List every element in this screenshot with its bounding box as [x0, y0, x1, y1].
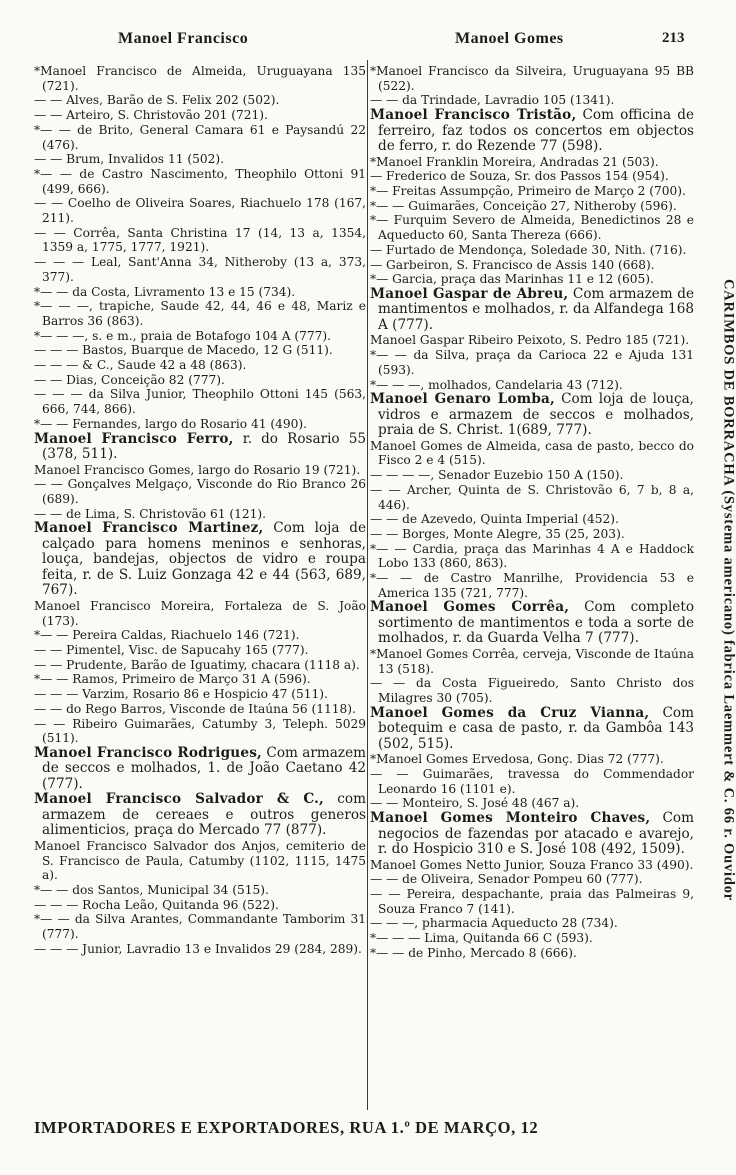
entry-text: *— — Cardia, praça das Marinhas 4 A e Haddock Lobo 133 (860, 863).	[370, 541, 694, 571]
entry-text: — — —, pharmacia Aqueducto 28 (734).	[370, 916, 618, 931]
directory-entry	[34, 343, 366, 358]
directory-entry	[34, 123, 366, 152]
directory-entry	[34, 285, 366, 300]
directory-entry	[370, 887, 694, 916]
entry-text: — — — Varzim, Rosario 86 e Hospicio 47 (511).	[34, 687, 328, 702]
entry-text: *— — de Brito, General Camara 61 e Paysandú 22 (476).	[34, 122, 366, 152]
directory-entry	[34, 702, 366, 717]
directory-entry	[34, 839, 366, 883]
entry-text: *— Freitas Assumpção, Primeiro de Março 2 (700).	[370, 184, 686, 199]
entry-text: — — de Azevedo, Quinta Imperial (452).	[370, 512, 619, 527]
side-banner-text: CARIMBOS DE BORRACHA (Systema americano) fabrica Laemmert & C. 66 r. Ouvidor	[720, 278, 736, 902]
entry-text: *— — —, s. e m., praia de Botafogo 104 A (777).	[34, 328, 332, 343]
directory-entry	[34, 152, 366, 167]
entry-text: — — Borges, Monte Alegre, 35 (25, 203).	[370, 526, 625, 541]
entry-text: — — — Rocha Leão, Quitanda 96 (522).	[34, 897, 279, 912]
entry-name: Manoel Francisco Tristão,	[370, 107, 577, 124]
entry-text: *— — Fernandes, largo do Rosario 41 (490).	[34, 416, 308, 431]
entry-text: *— — Pereira Caldas, Riachuelo 146 (721).	[34, 628, 300, 643]
entry-text: — — — —, Senador Euzebio 150 A (150).	[370, 468, 624, 483]
entry-text: — — da Trindade, Lavradio 105 (1341).	[370, 93, 615, 108]
directory-entry	[370, 468, 694, 483]
entry-text: — — de Lima, S. Christovão 61 (121).	[34, 506, 267, 521]
entry-text: Com botequim e casa de pasto, r. da Gambôa 143 (502, 515).	[378, 704, 694, 752]
directory-entry	[370, 243, 694, 258]
entry-name: Manoel Genaro Lomba,	[370, 391, 555, 408]
entry-name: Manoel Gomes Monteiro Chaves,	[370, 810, 651, 827]
entry-text: *— — da Silva, praça da Carioca 22 e Ajuda 131 (593).	[370, 348, 694, 377]
directory-entry	[34, 898, 366, 913]
directory-entry	[34, 432, 366, 463]
directory-entry	[370, 378, 694, 393]
directory-entry	[370, 155, 694, 170]
directory-entry	[370, 108, 694, 155]
directory-entry	[34, 672, 366, 687]
entry-text: — — — & C., Saude 42 a 48 (863).	[34, 358, 247, 373]
directory-entry	[34, 64, 366, 93]
entry-text: — — Gonçalves Melgaço, Visconde do Rio Branco 26 (689).	[34, 477, 366, 506]
directory-entry	[34, 373, 366, 388]
entry-name: Manoel Francisco Ferro,	[34, 430, 234, 447]
entry-text: *— — da Silva Arantes, Commandante Tamborim 31 (777).	[34, 912, 366, 942]
directory-entry	[370, 811, 694, 858]
entry-name: Manoel Francisco Rodrigues,	[34, 744, 262, 761]
directory-entry	[370, 184, 694, 199]
entry-text: — Garbeiron, S. Francisco de Assis 140 (668).	[370, 257, 655, 272]
directory-entry	[370, 796, 694, 811]
directory-entry	[370, 858, 694, 873]
directory-entry	[370, 527, 694, 542]
entry-text: *— — —, molhados, Candelaria 43 (712).	[370, 377, 623, 392]
entry-text: *— — — Lima, Quitanda 66 C (593).	[370, 931, 593, 946]
running-head-center: Manoel Gomes	[455, 30, 564, 47]
entry-text: — — da Costa Figueiredo, Santo Christo dos Milagres 30 (705).	[370, 676, 694, 706]
directory-entry	[34, 521, 366, 599]
footer-banner: IMPORTADORES E EXPORTADORES, RUA 1.º DE MARÇO, 12	[34, 1118, 539, 1137]
entry-text: *Manoel Gomes Ervedosa, Gonç. Dias 72 (777).	[370, 752, 664, 767]
entry-text: — — Alves, Barão de S. Felix 202 (502).	[34, 93, 280, 108]
directory-entry	[370, 767, 694, 796]
entry-text: *— — Guimarães, Conceição 27, Nitheroby (596).	[370, 198, 677, 213]
entry-text: — Furtado de Mendonça, Soledade 30, Nith. (716).	[370, 242, 687, 257]
directory-entry	[370, 706, 694, 753]
entry-text: *Manoel Gomes Corrêa, cerveja, Visconde de Itaúna 13 (518).	[370, 646, 694, 676]
entry-text: — — Coelho de Oliveira Soares, Riachuelo 178 (167, 211).	[34, 196, 366, 226]
entry-name: Manoel Gaspar de Abreu,	[370, 285, 569, 302]
directory-entry	[370, 931, 694, 946]
entry-text: *— — de Castro Manrilhe, Providencia 53 e America 135 (721, 777).	[370, 571, 694, 600]
directory-entry	[34, 108, 366, 123]
entry-text: r. do Rosario 55 (378, 511).	[42, 430, 366, 463]
directory-entry	[34, 477, 366, 506]
directory-entry	[370, 64, 694, 93]
directory-entry	[34, 792, 366, 839]
left-column	[34, 64, 366, 1109]
entry-text: *— — da Costa, Livramento 13 e 15 (734).	[34, 284, 296, 299]
entry-text: — — Corrêa, Santa Christina 17 (14, 13 a, 1354, 1359 a, 1775, 1777, 1921).	[34, 225, 366, 255]
directory-entry	[370, 600, 694, 647]
entry-text: — — — Leal, Sant'Anna 34, Nitheroby (13 a, 373, 377).	[34, 255, 366, 284]
directory-entry	[34, 717, 366, 746]
entry-text: Manoel Gomes Netto Junior, Souza Franco 33 (490).	[370, 857, 694, 872]
entry-text: — — de Oliveira, Senador Pompeu 60 (777).	[370, 872, 643, 887]
directory-entry	[34, 417, 366, 432]
running-head-left: Manoel Francisco	[118, 30, 249, 47]
entry-text: *— — —, trapiche, Saude 42, 44, 46 e 48, Mariz e Barros 36 (863).	[34, 299, 366, 328]
entry-text: — — Dias, Conceição 82 (777).	[34, 372, 225, 387]
entry-text: Com armazem de mantimentos e molhados, r. da Alfandega 168 A (777).	[378, 285, 694, 333]
directory-entry	[34, 883, 366, 898]
entry-text: *— — dos Santos, Municipal 34 (515).	[34, 883, 269, 898]
directory-entry	[34, 93, 366, 108]
entry-text: Com loja de calçado para homens meninos e senhoras, louça, bandejas, objectos de vidro e roupa feita, r. de S. Luiz Gonzaga 42 e 44 (563, 689, 767).	[42, 520, 366, 599]
entry-text: — — — Bastos, Buarque de Macedo, 12 G (511).	[34, 343, 333, 358]
directory-entry	[34, 299, 366, 328]
entry-text: — — Archer, Quinta de S. Christovão 6, 7 b, 8 a, 446).	[370, 482, 694, 512]
directory-entry	[34, 643, 366, 658]
entry-text: com armazem de cereaes e outros generos alimenticios, praça do Mercado 77 (877).	[42, 791, 366, 839]
column-divider	[367, 60, 368, 1110]
directory-entry	[370, 333, 694, 348]
directory-entry	[34, 358, 366, 373]
directory-entry	[34, 746, 366, 793]
entry-text: *— — Ramos, Primeiro de Março 31 A (596).	[34, 672, 311, 687]
entry-text: — — do Rego Barros, Visconde de Itaúna 56 (1118).	[34, 701, 356, 716]
directory-entry	[370, 872, 694, 887]
directory-entry	[370, 571, 694, 600]
entry-name: Manoel Gomes da Cruz Vianna,	[370, 704, 650, 721]
entry-text: Com completo sortimento de mantimentos e toda a sorte de molhados, r. da Guarda Velha 7 (777).	[378, 599, 694, 647]
directory-entry	[370, 483, 694, 512]
entry-text: — — Brum, Invalidos 11 (502).	[34, 152, 224, 167]
directory-entry	[370, 946, 694, 961]
entry-text: *— — de Castro Nascimento, Theophilo Ottoni 91 (499, 666).	[34, 166, 366, 196]
directory-entry	[370, 392, 694, 439]
side-banner	[718, 60, 736, 1120]
entry-text: Com loja de louça, vidros e armazem de seccos e molhados, praia de S. Christ. 1(689, 777).	[378, 391, 694, 439]
directory-entry	[34, 196, 366, 225]
directory-entry	[370, 752, 694, 767]
directory-entry	[370, 916, 694, 931]
directory-entry	[370, 258, 694, 273]
directory-entry	[34, 687, 366, 702]
entry-text: *Manoel Franklin Moreira, Andradas 21 (503).	[370, 154, 659, 169]
entry-text: — — Arteiro, S. Christovão 201 (721).	[34, 108, 268, 123]
entry-text: *— — de Pinho, Mercado 8 (666).	[370, 945, 577, 960]
entry-text: Manoel Gomes de Almeida, casa de pasto, becco do Fisco 2 e 4 (515).	[370, 438, 694, 468]
directory-entry	[370, 287, 694, 334]
entry-name: Manoel Gomes Corrêa,	[370, 599, 570, 616]
entry-text: Manoel Francisco Salvador dos Anjos, cemiterio de S. Francisco de Paula, Catumby (1102, 1115, 1475 a).	[34, 838, 366, 883]
directory-entry	[370, 647, 694, 676]
page-number: 213	[662, 30, 685, 46]
directory-entry	[34, 628, 366, 643]
entry-name: Manoel Francisco Salvador & C.,	[34, 791, 324, 808]
directory-entry	[34, 463, 366, 478]
entry-text: *— Garcia, praça das Marinhas 11 e 12 (605).	[370, 272, 654, 287]
directory-entry	[34, 942, 366, 957]
directory-entry	[370, 199, 694, 214]
entry-text: — — Prudente, Barão de Iguatimy, chacara (1118 a).	[34, 657, 360, 672]
directory-entry	[370, 272, 694, 287]
entry-text: Manoel Gaspar Ribeiro Peixoto, S. Pedro 185 (721).	[370, 333, 690, 348]
directory-entry	[34, 507, 366, 522]
directory-entry	[370, 348, 694, 377]
entry-text: *— Furquim Severo de Almeida, Benedictinos 28 e Aqueducto 60, Santa Thereza (666).	[370, 213, 694, 243]
entry-text: — Frederico de Souza, Sr. dos Passos 154 (954).	[370, 169, 669, 184]
directory-entry	[34, 658, 366, 673]
entry-text: — — Pereira, despachante, praia das Palmeiras 9, Souza Franco 7 (141).	[370, 887, 694, 916]
directory-entry	[370, 676, 694, 705]
entry-text: Com negocios de fazendas por atacado e avarejo, r. do Hospicio 310 e S. José 108 (492, 1509).	[378, 810, 694, 858]
entry-text: — — — da Silva Junior, Theophilo Ottoni 145 (563, 666, 744, 866).	[34, 387, 366, 417]
directory-entry	[34, 599, 366, 628]
entry-text: — — Ribeiro Guimarães, Catumby 3, Teleph. 5029 (511).	[34, 716, 366, 746]
entry-name: Manoel Francisco Martinez,	[34, 520, 264, 537]
entry-text: — — Pimentel, Visc. de Sapucahy 165 (777).	[34, 643, 309, 657]
page-header	[0, 30, 736, 56]
directory-entry	[34, 255, 366, 284]
directory-entry	[34, 912, 366, 941]
directory-entry	[34, 167, 366, 196]
entry-text: — — — Junior, Lavradio 13 e Invalidos 29 (284, 289).	[34, 941, 362, 956]
directory-entry	[370, 512, 694, 527]
directory-entry	[370, 542, 694, 571]
directory-entry	[34, 329, 366, 344]
right-column	[370, 64, 694, 1109]
entry-text: Manoel Francisco Moreira, Fortaleza de S. João (173).	[34, 598, 366, 628]
entry-text: — — Monteiro, S. José 48 (467 a).	[370, 796, 580, 811]
directory-entry	[34, 226, 366, 255]
entry-text: Com officina de ferreiro, faz todos os concertos em objectos de ferro, r. do Rezende 77 (598).	[378, 107, 694, 155]
entry-text: Com armazem de seccos e molhados, 1. de João Caetano 42 (777).	[42, 744, 366, 792]
entry-text: *Manoel Francisco de Almeida, Uruguayana 135 (721).	[34, 64, 366, 93]
entry-text: Manoel Francisco Gomes, largo do Rosario 19 (721).	[34, 462, 361, 477]
directory-entry	[370, 213, 694, 242]
directory-entry	[34, 387, 366, 416]
entry-text: *Manoel Francisco da Silveira, Uruguayana 95 BB (522).	[370, 64, 694, 93]
directory-entry	[370, 439, 694, 468]
directory-entry	[370, 169, 694, 184]
entry-text: — — Guimarães, travessa do Commendador Leonardo 16 (1101 e).	[370, 767, 694, 796]
directory-entry	[370, 93, 694, 108]
